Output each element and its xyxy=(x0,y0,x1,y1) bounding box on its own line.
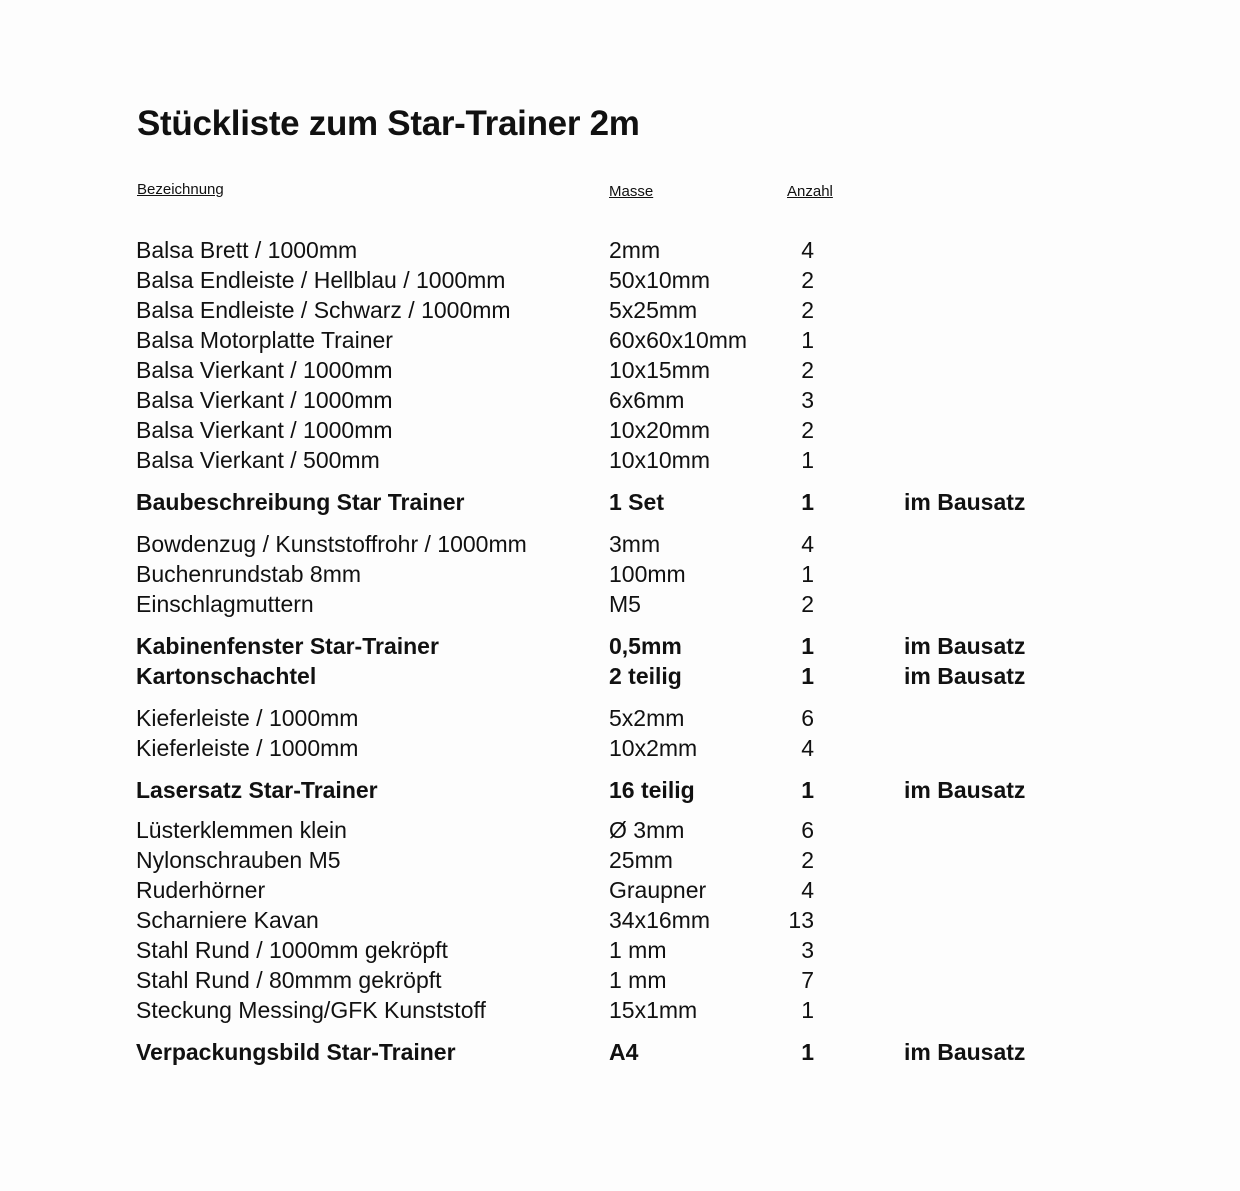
part-note: im Bausatz xyxy=(904,633,1026,659)
part-qty: 4 xyxy=(801,531,814,557)
part-note: im Bausatz xyxy=(904,663,1026,689)
part-mass: 50x10mm xyxy=(609,267,710,293)
part-mass: Graupner xyxy=(609,877,707,903)
part-mass: 34x16mm xyxy=(609,907,710,933)
part-name: Steckung Messing/GFK Kunststoff xyxy=(136,997,486,1023)
part-qty: 1 xyxy=(801,663,814,689)
part-mass: 100mm xyxy=(609,561,686,587)
part-mass: M5 xyxy=(609,591,641,617)
part-note: im Bausatz xyxy=(904,777,1026,803)
part-name: Lasersatz Star-Trainer xyxy=(136,777,378,803)
part-name: Kartonschachtel xyxy=(136,663,317,689)
part-qty: 7 xyxy=(801,967,814,993)
part-name: Verpackungsbild Star-Trainer xyxy=(136,1039,456,1065)
table-row xyxy=(0,703,1240,733)
part-qty: 4 xyxy=(801,237,814,263)
part-qty: 2 xyxy=(801,297,814,323)
part-mass: 5x2mm xyxy=(609,705,685,731)
part-mass: 5x25mm xyxy=(609,297,698,323)
part-mass: 60x60x10mm xyxy=(609,327,748,353)
table-row xyxy=(0,559,1240,589)
table-row xyxy=(0,445,1240,475)
part-qty: 4 xyxy=(801,877,814,903)
table-row xyxy=(0,487,1240,517)
table-row xyxy=(0,661,1240,691)
part-name: Balsa Endleiste / Hellblau / 1000mm xyxy=(136,267,506,293)
part-name: Baubeschreibung Star Trainer xyxy=(136,489,465,515)
part-mass: Ø 3mm xyxy=(609,817,685,843)
part-qty: 1 xyxy=(801,633,814,659)
part-note: im Bausatz xyxy=(904,489,1026,515)
table-row xyxy=(0,355,1240,385)
part-name: Stahl Rund / 1000mm gekröpft xyxy=(136,937,448,963)
part-qty: 2 xyxy=(801,357,814,383)
table-row xyxy=(0,295,1240,325)
part-qty: 6 xyxy=(801,817,814,843)
part-qty: 2 xyxy=(801,591,814,617)
column-header-mass: Masse xyxy=(609,183,654,200)
table-row xyxy=(0,875,1240,905)
part-mass: 2mm xyxy=(609,237,661,263)
part-mass: 10x10mm xyxy=(609,447,710,473)
table-row xyxy=(0,385,1240,415)
part-name: Balsa Endleiste / Schwarz / 1000mm xyxy=(136,297,511,323)
part-qty: 1 xyxy=(801,447,814,473)
part-name: Bowdenzug / Kunststoffrohr / 1000mm xyxy=(136,531,527,557)
part-mass: 1 Set xyxy=(609,489,664,515)
part-name: Balsa Vierkant / 1000mm xyxy=(136,387,393,413)
table-row xyxy=(0,845,1240,875)
part-name: Nylonschrauben M5 xyxy=(136,847,341,873)
part-qty: 2 xyxy=(801,417,814,443)
part-mass: 2 teilig xyxy=(609,663,682,689)
part-mass: 16 teilig xyxy=(609,777,695,803)
part-name: Stahl Rund / 80mmm gekröpft xyxy=(136,967,442,993)
part-mass: 1 mm xyxy=(609,937,667,963)
part-name: Ruderhörner xyxy=(136,877,266,903)
table-row xyxy=(0,905,1240,935)
page-title: Stückliste zum Star-Trainer 2m xyxy=(137,104,640,143)
column-header-name: Bezeichnung xyxy=(137,181,224,198)
column-header-qty: Anzahl xyxy=(787,183,833,200)
table-row xyxy=(0,995,1240,1025)
part-qty: 3 xyxy=(801,387,814,413)
part-note: im Bausatz xyxy=(904,1039,1026,1065)
table-row xyxy=(0,415,1240,445)
table-row xyxy=(0,235,1240,265)
part-qty: 1 xyxy=(801,489,814,515)
part-qty: 6 xyxy=(801,705,814,731)
table-row xyxy=(0,589,1240,619)
part-mass: 10x2mm xyxy=(609,735,698,761)
table-row xyxy=(0,631,1240,661)
part-name: Balsa Brett / 1000mm xyxy=(136,237,358,263)
part-qty: 13 xyxy=(788,907,814,933)
part-name: Buchenrundstab 8mm xyxy=(136,561,362,587)
part-mass: 10x20mm xyxy=(609,417,710,443)
part-qty: 1 xyxy=(801,1039,814,1065)
table-row xyxy=(0,815,1240,845)
part-name: Scharniere Kavan xyxy=(136,907,319,933)
part-qty: 1 xyxy=(801,327,814,353)
table-row xyxy=(0,1037,1240,1067)
part-qty: 4 xyxy=(801,735,814,761)
part-name: Kabinenfenster Star-Trainer xyxy=(136,633,439,659)
part-name: Balsa Vierkant / 1000mm xyxy=(136,357,393,383)
part-mass: A4 xyxy=(609,1039,639,1065)
part-name: Einschlagmuttern xyxy=(136,591,314,617)
part-name: Balsa Vierkant / 500mm xyxy=(136,447,380,473)
part-qty: 2 xyxy=(801,847,814,873)
part-name: Balsa Motorplatte Trainer xyxy=(136,327,393,353)
part-mass: 15x1mm xyxy=(609,997,698,1023)
table-row xyxy=(0,529,1240,559)
part-mass: 3mm xyxy=(609,531,661,557)
table-row xyxy=(0,265,1240,295)
part-name: Kieferleiste / 1000mm xyxy=(136,735,359,761)
part-qty: 2 xyxy=(801,267,814,293)
part-name: Lüsterklemmen klein xyxy=(136,817,347,843)
part-mass: 1 mm xyxy=(609,967,667,993)
table-row xyxy=(0,325,1240,355)
part-mass: 25mm xyxy=(609,847,673,873)
part-mass: 6x6mm xyxy=(609,387,685,413)
part-qty: 1 xyxy=(801,561,814,587)
part-qty: 1 xyxy=(801,777,814,803)
table-row xyxy=(0,965,1240,995)
part-name: Balsa Vierkant / 1000mm xyxy=(136,417,393,443)
table-row xyxy=(0,775,1240,805)
table-row xyxy=(0,935,1240,965)
table-row xyxy=(0,733,1240,763)
part-qty: 1 xyxy=(801,997,814,1023)
part-mass: 0,5mm xyxy=(609,633,682,659)
part-name: Kieferleiste / 1000mm xyxy=(136,705,359,731)
part-mass: 10x15mm xyxy=(609,357,710,383)
part-qty: 3 xyxy=(801,937,814,963)
